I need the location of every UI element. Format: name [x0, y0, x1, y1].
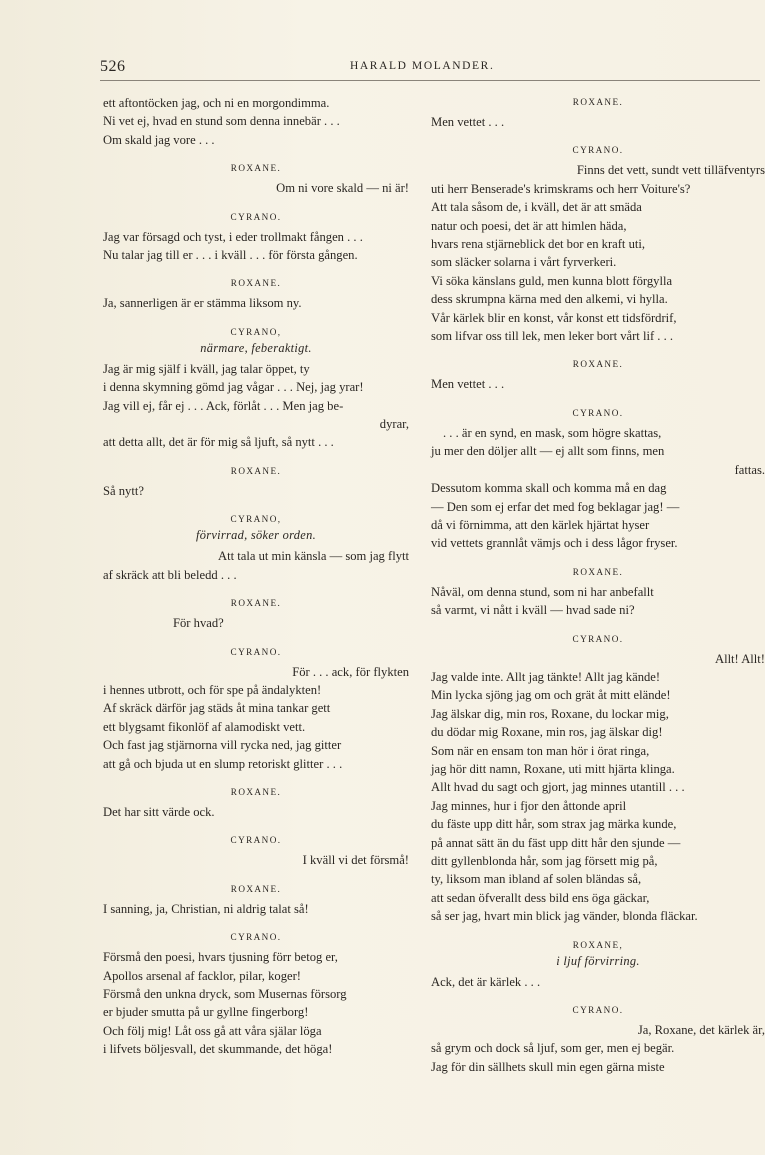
verse-block [103, 482, 409, 500]
verse-block [103, 547, 409, 584]
verse-block [431, 113, 765, 131]
verse-line: ett blygsamt fikonlöf af alamodiskt vett. [103, 719, 306, 734]
verse-line: Vår kärlek blir en konst, vår konst ett tidsfördrif, [431, 310, 677, 325]
verse-line: I sanning, ja, Christian, ni aldrig talat så! [103, 901, 309, 916]
speaker-name: CYRANO. [230, 646, 282, 657]
speaker-label [431, 356, 765, 372]
speaker-name: CYRANO. [572, 1005, 624, 1016]
verse-line: Finns det vett, sundt vett tilläfventyrs [576, 163, 765, 178]
verse-line: Att tala såsom de, i kväll, det är att smäda [431, 200, 642, 215]
speaker-label [103, 832, 409, 848]
speaker-name: ROXANE. [230, 598, 282, 609]
speaker-label [103, 511, 409, 544]
speaker-name: CYRANO. [572, 633, 624, 644]
speaker-label [431, 564, 765, 580]
speaker-label [103, 644, 409, 660]
verse-block [431, 650, 765, 926]
speaker-label [431, 405, 765, 421]
speaker-name: ROXANE. [230, 163, 282, 174]
verse-line: du dödar mig Roxane, min ros, jag älskar dig! [431, 725, 663, 740]
verse-line: så ser jag, hvart min blick jag vänder, blonda fläckar. [431, 909, 698, 924]
verse-line: Allt hvad du sagt och gjort, jag minnes utantill . . . [431, 780, 685, 795]
verse-line: Det har sitt värde ock. [103, 804, 215, 819]
left-column [103, 94, 409, 1059]
speaker-name: CYRANO. [572, 145, 624, 156]
verse-line: Jag är mig själf i kväll, jag talar öppet, ty [103, 361, 310, 376]
verse-line: att gå och bjuda ut en slump retoriskt glitter . . . [103, 756, 343, 771]
verse-block [431, 375, 765, 393]
verse-line: Af skräck därför jag städs åt mina tankar gett [103, 701, 331, 716]
verse-block [103, 360, 409, 452]
verse-block [103, 851, 409, 869]
speaker-name: ROXANE. [230, 883, 282, 894]
verse-line: Ack, det är kärlek . . . [431, 974, 541, 989]
stage-direction: förvirrad, söker orden. [195, 528, 316, 543]
speaker-label [103, 275, 409, 291]
speaker-label [103, 209, 409, 225]
speaker-name: CYRANO. [230, 835, 282, 846]
speaker-label [103, 324, 409, 357]
verse-block [103, 294, 409, 312]
verse-line: ett aftontöcken jag, och ni en morgondimma. [103, 96, 330, 110]
verse-block [431, 424, 765, 553]
verse-line: — Den som ej erfar det med fog beklagar jag! — [431, 499, 680, 514]
verse-line: Försmå den unkna dryck, som Musernas försorg [103, 986, 347, 1001]
verse-line: Jag vill ej, får ej . . . Ack, förlåt . . . Men jag be- [103, 398, 344, 413]
verse-line: att detta allt, det är för mig så ljuft, så nytt . . . [103, 435, 334, 450]
speaker-name: CYRANO, [230, 514, 282, 525]
verse-line: Nu talar jag till er . . . i kväll . . . för första gången. [103, 248, 358, 263]
running-head: HARALD MOLANDER. [350, 60, 495, 72]
verse-line: Om ni vore skald — ni är! [276, 181, 409, 196]
verse-line: Allt! Allt! [714, 651, 765, 666]
speaker-label [103, 160, 409, 176]
verse-line: Att tala ut min känsla — som jag flytt [218, 549, 409, 564]
verse-line: Jag älskar dig, min ros, Roxane, du lockar mig, [431, 706, 669, 721]
speaker-name: CYRANO, [230, 326, 282, 337]
verse-line: er bjuder smutta på ur gyllne fingerborg! [103, 1005, 309, 1020]
stage-direction: närmare, feberaktigt. [200, 340, 312, 355]
speaker-label [103, 929, 409, 945]
speaker-label [103, 784, 409, 800]
speaker-label [103, 595, 409, 611]
speaker-label [431, 142, 765, 158]
verse-line: Om skald jag vore . . . [103, 132, 215, 147]
speaker-name: ROXANE. [572, 566, 624, 577]
speaker-name: CYRANO. [572, 407, 624, 418]
verse-line: Jag valde inte. Allt jag tänkte! Allt jag kände! [431, 669, 661, 684]
verse-line: ditt gyllenblonda hår, som jag försett mig på, [431, 854, 658, 868]
verse-line: dyrar, [379, 417, 409, 432]
verse-line: Men vettet . . . [431, 377, 505, 392]
verse-line: dess skrumpna kärna med den alkemi, vi hylla. [431, 292, 668, 307]
speaker-label [431, 1002, 765, 1018]
verse-block [103, 228, 409, 265]
speaker-name: ROXANE. [572, 97, 624, 107]
verse-block [103, 948, 409, 1058]
speaker-label [431, 937, 765, 970]
page-header [100, 58, 760, 82]
verse-line: Jag var försagd och tyst, i eder trollmakt fången . . . [103, 229, 363, 244]
verse-line: ju mer den döljer allt — ej allt som finns, men [431, 444, 665, 459]
verse-line: Som när en ensam ton man hör i örat ringa, [431, 743, 650, 758]
verse-line: Och följ mig! Låt oss gå att våra själar löga [103, 1023, 322, 1038]
verse-line: jag hör ditt namn, Roxane, uti mitt hjärta klinga. [431, 761, 675, 776]
verse-line: fattas. [734, 462, 765, 477]
verse-line: Dessutom komma skall och komma må en dag [431, 481, 667, 496]
verse-line: ty, liksom man ibland af solen bländas så, [431, 872, 642, 887]
verse-line: af skräck att bli beledd . . . [103, 567, 237, 582]
verse-line: Så nytt? [103, 483, 144, 498]
speaker-name: ROXANE. [230, 786, 282, 797]
speaker-label [431, 94, 765, 110]
verse-block [103, 614, 409, 632]
verse-line: att sedan öfverallt dess bild ens öga gäckar, [431, 890, 650, 905]
verse-line: Min lycka sjöng jag om och grät åt mitt elände! [431, 688, 671, 703]
speaker-name: CYRANO. [230, 211, 282, 222]
verse-line: som släcker solarna i vårt fyrverkeri. [431, 255, 617, 270]
header-rule [100, 80, 760, 81]
verse-line: För . . . ack, för flykten [292, 664, 409, 679]
verse-line: då vi förnimma, att den kärlek hjärtat hyser [431, 517, 650, 532]
speaker-name: ROXANE. [230, 278, 282, 289]
speaker-label [431, 631, 765, 647]
verse-line: Jag minnes, hur i fjor den åttonde april [431, 798, 627, 813]
verse-block [431, 583, 765, 620]
verse-line: Ni vet ej, hvad en stund som denna innebär . . . [103, 114, 340, 129]
speaker-name: ROXANE. [230, 465, 282, 476]
verse-line: För hvad? [173, 616, 224, 631]
verse-line: Nåväl, om denna stund, som ni har anbefallt [431, 584, 654, 599]
verse-line: natur och poesi, det är att himlen häda, [431, 218, 627, 233]
verse-block [103, 94, 409, 149]
verse-block [431, 161, 765, 345]
verse-line: på annat sätt än du fäst upp ditt hår den sjunde — [431, 835, 681, 850]
verse-line: Ja, sannerligen är er stämma liksom ny. [103, 296, 302, 311]
verse-line: så varmt, vi nått i kväll — hvad sade ni? [431, 603, 635, 618]
speaker-label [103, 463, 409, 479]
verse-block [431, 973, 765, 991]
stage-direction: i ljuf förvirring. [556, 953, 640, 968]
verse-line: I kväll vi det försmå! [302, 853, 409, 868]
verse-line: . . . är en synd, en mask, som högre skattas, [443, 425, 662, 440]
page-number: 526 [100, 58, 126, 75]
verse-line: som lifvar oss till lek, men leker bort vårt lif . . . [431, 329, 674, 344]
verse-block [103, 803, 409, 821]
verse-block [103, 179, 409, 197]
verse-line: vid vettets grannlåt vämjs och i dess lågor fryser. [431, 536, 678, 551]
verse-line: Och fast jag stjärnorna vill rycka ned, jag gitter [103, 738, 342, 753]
verse-line: Jag för din sällhets skull min egen gärna miste [431, 1059, 665, 1074]
speaker-name: CYRANO. [230, 932, 282, 943]
verse-block [103, 900, 409, 918]
verse-line: i hennes utbrott, och för spe på ändalykten! [103, 682, 322, 697]
verse-line: du fäste upp ditt hår, som strax jag märka kunde, [431, 817, 677, 832]
verse-line: Försmå den poesi, hvars tjusning förr betog er, [103, 950, 338, 965]
verse-line: så grym och dock så ljuf, som ger, men ej begär. [431, 1041, 675, 1056]
right-column [431, 94, 765, 1076]
verse-line: Vi söka känslans guld, men kunna blott förgylla [431, 273, 673, 288]
verse-line: Ja, Roxane, det kärlek är, [637, 1023, 765, 1038]
verse-line: hvars rena stjärneblick det bor en kraft uti, [431, 237, 646, 252]
speaker-label [103, 881, 409, 897]
speaker-name: ROXANE, [572, 939, 624, 950]
verse-line: Men vettet . . . [431, 115, 505, 129]
verse-line: Apollos arsenal af facklor, pilar, koger! [103, 968, 301, 983]
verse-block [103, 663, 409, 773]
speaker-name: ROXANE. [572, 359, 624, 370]
verse-block [431, 1021, 765, 1076]
verse-line: i lifvets böljesvall, det skummande, det höga! [103, 1042, 333, 1057]
verse-line: uti herr Benserade's krimskrams och herr Voiture's? [431, 181, 691, 196]
verse-line: i denna skymning gömd jag vågar . . . Nej, jag yrar! [103, 380, 364, 395]
